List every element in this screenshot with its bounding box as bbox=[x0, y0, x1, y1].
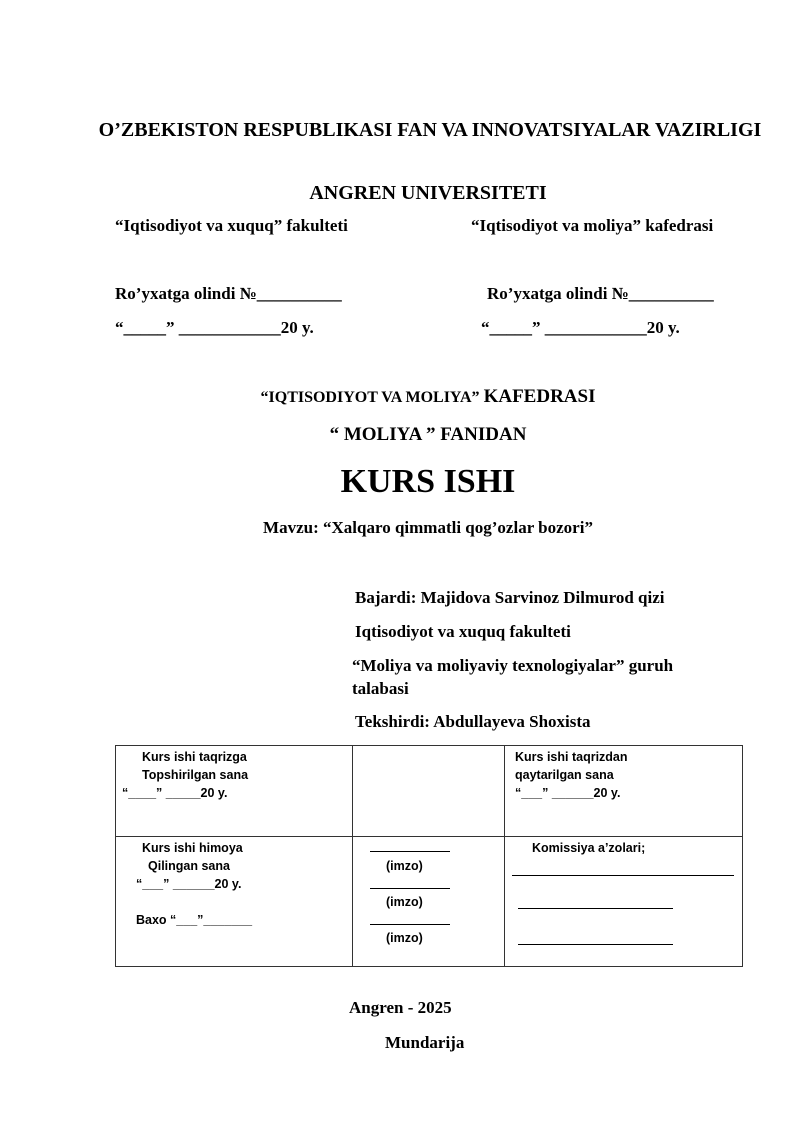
registration-left-label: Ro’yxatga olindi №__________ bbox=[115, 284, 342, 303]
signatures-cell bbox=[353, 837, 505, 967]
ministry-title: O’ZBEKISTON RESPUBLIKASI FAN VA INNOVATSIYALAR VAZIRLIGI bbox=[98, 119, 762, 141]
review-submitted-cell bbox=[116, 746, 353, 837]
signature-label: (imzo) bbox=[386, 895, 423, 909]
checked-by: Tekshirdi: Abdullayeva Shoxista bbox=[355, 712, 591, 731]
department-label: “Iqtisodiyot va moliya” kafedrasi bbox=[471, 216, 714, 235]
commission-title: Komissiya a’zolari; bbox=[532, 841, 646, 855]
defense-line: Qilingan sana bbox=[148, 859, 230, 873]
empty-cell bbox=[353, 746, 505, 837]
table-row bbox=[116, 837, 743, 967]
subject-heading: “ MOLIYA ” FANIDAN bbox=[329, 424, 527, 445]
signature-line bbox=[370, 924, 450, 925]
performed-by: Bajardi: Majidova Sarvinoz Dilmurod qizi bbox=[355, 588, 665, 607]
signature-label: (imzo) bbox=[386, 931, 423, 945]
doc-type-title: KURS ISHI bbox=[340, 463, 516, 500]
review-returned-line: Kurs ishi taqrizdan bbox=[515, 750, 628, 764]
review-submitted-line: Kurs ishi taqrizga bbox=[142, 750, 247, 764]
review-returned-line: qaytarilgan sana bbox=[515, 768, 614, 782]
defense-date: “___” ______20 y. bbox=[136, 877, 242, 891]
group-line-1: “Moliya va moliyaviy texnologiyalar” guruh bbox=[352, 656, 674, 675]
registration-right-label: Ro’yxatga olindi №__________ bbox=[487, 284, 714, 303]
signature-label: (imzo) bbox=[386, 859, 423, 873]
registration-left-date: “_____” ____________20 y. bbox=[115, 318, 314, 337]
commission-line bbox=[518, 944, 673, 945]
faculty-label: “Iqtisodiyot va xuquq” fakulteti bbox=[115, 216, 348, 235]
topic-line: Mavzu: “Xalqaro qimmatli qog’ozlar bozori” bbox=[263, 518, 593, 537]
grade-line: Baxo “___”_______ bbox=[136, 913, 253, 927]
group-line-2: talabasi bbox=[352, 679, 409, 698]
table-row bbox=[116, 746, 743, 837]
registration-right-date: “_____” ____________20 y. bbox=[481, 318, 680, 337]
signature-line bbox=[370, 888, 450, 889]
commission-cell bbox=[505, 837, 743, 967]
university-title: ANGREN UNIVERSITETI bbox=[309, 182, 547, 204]
review-returned-cell bbox=[505, 746, 743, 837]
defense-cell bbox=[116, 837, 353, 967]
review-submitted-line: Topshirilgan sana bbox=[142, 768, 249, 782]
commission-line bbox=[512, 875, 734, 876]
review-submitted-date: “____” _____20 y. bbox=[122, 786, 228, 800]
author-faculty: Iqtisodiyot va xuquq fakulteti bbox=[355, 622, 571, 641]
place-year: Angren - 2025 bbox=[349, 998, 452, 1017]
signature-line bbox=[370, 851, 450, 852]
review-table bbox=[115, 745, 743, 967]
review-returned-date: “___” ______20 y. bbox=[515, 786, 621, 800]
kafedra-heading bbox=[28, 386, 800, 408]
commission-line bbox=[518, 908, 673, 909]
kafedra-word: KAFEDRASI bbox=[483, 386, 596, 407]
defense-line: Kurs ishi himoya bbox=[142, 841, 243, 855]
kafedra-name: “IQTISODIYOT VA MOLIYA” bbox=[260, 389, 480, 406]
contents-heading: Mundarija bbox=[385, 1033, 465, 1052]
